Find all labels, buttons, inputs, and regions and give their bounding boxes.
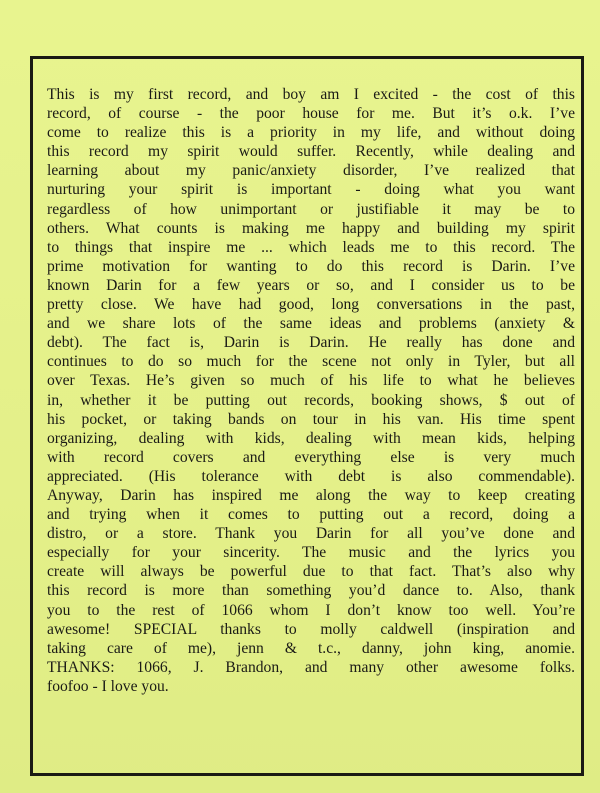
text-line: record, of course - the poor house for me. But it’s o.k. I’ve xyxy=(47,105,575,123)
text-line: this record my spirit would suffer. Recently, while dealing and xyxy=(47,143,575,161)
text-line: This is my first record, and boy am I excited - the cost of this xyxy=(47,86,575,103)
text-line: others. What counts is making me happy and building my spirit xyxy=(47,219,575,237)
text-line: you to the rest of 1066 whom I don’t know too well. You’re xyxy=(47,601,575,619)
text-line: in, whether it be putting out records, booking shows, $ out of xyxy=(47,391,575,409)
text-line: come to realize this is a priority in my life, and without doing xyxy=(47,124,575,142)
text-line: regardless of how unimportant or justifiable it may be to xyxy=(47,200,575,218)
text-line: continues to do so much for the scene not only in Tyler, but all xyxy=(47,353,575,371)
text-line: awesome! SPECIAL thanks to molly caldwell (inspiration and xyxy=(47,620,575,638)
liner-notes-text xyxy=(47,85,575,696)
text-line: and trying when it comes to putting out a record, doing a xyxy=(47,506,575,524)
text-line: appreciated. (His tolerance with debt is also commendable). xyxy=(47,467,575,485)
text-line: debt). The fact is, Darin is Darin. He really has done and xyxy=(47,334,575,352)
text-line: pretty close. We have had good, long conversations in the past, xyxy=(47,296,575,314)
text-line: known Darin for a few years or so, and I consider us to be xyxy=(47,276,575,294)
text-line: organizing, dealing with kids, dealing with mean kids, helping xyxy=(47,429,575,447)
text-line: this record is more than something you’d dance to. Also, thank xyxy=(47,582,575,600)
text-line: distro, or a store. Thank you Darin for all you’ve done and xyxy=(47,525,575,543)
text-line: and we share lots of the same ideas and problems (anxiety & xyxy=(47,315,575,333)
text-line: especially for your sincerity. The music and the lyrics you xyxy=(47,544,575,562)
border-frame xyxy=(30,56,584,776)
text-line: his pocket, or taking bands on tour in his van. His time spent xyxy=(47,410,575,428)
text-line: THANKS: 1066, J. Brandon, and many other awesome folks. xyxy=(47,658,575,676)
text-line: learning about my panic/anxiety disorder, I’ve realized that xyxy=(47,162,575,180)
text-line: nurturing your spirit is important - doing what you want xyxy=(47,181,575,199)
text-line: prime motivation for wanting to do this record is Darin. I’ve xyxy=(47,257,575,275)
text-line: to things that inspire me ... which leads me to this record. The xyxy=(47,238,575,256)
text-line: taking care of me), jenn & t.c., danny, john king, anomie. xyxy=(47,639,575,657)
text-line: create will always be powerful due to that fact. That’s also why xyxy=(47,563,575,581)
text-line: with record covers and everything else is very much xyxy=(47,448,575,466)
text-line: Anyway, Darin has inspired me along the way to keep creating xyxy=(47,486,575,504)
text-line: foofoo - I love you. xyxy=(47,677,169,695)
text-line: over Texas. He’s given so much of his life to what he believes xyxy=(47,372,575,390)
